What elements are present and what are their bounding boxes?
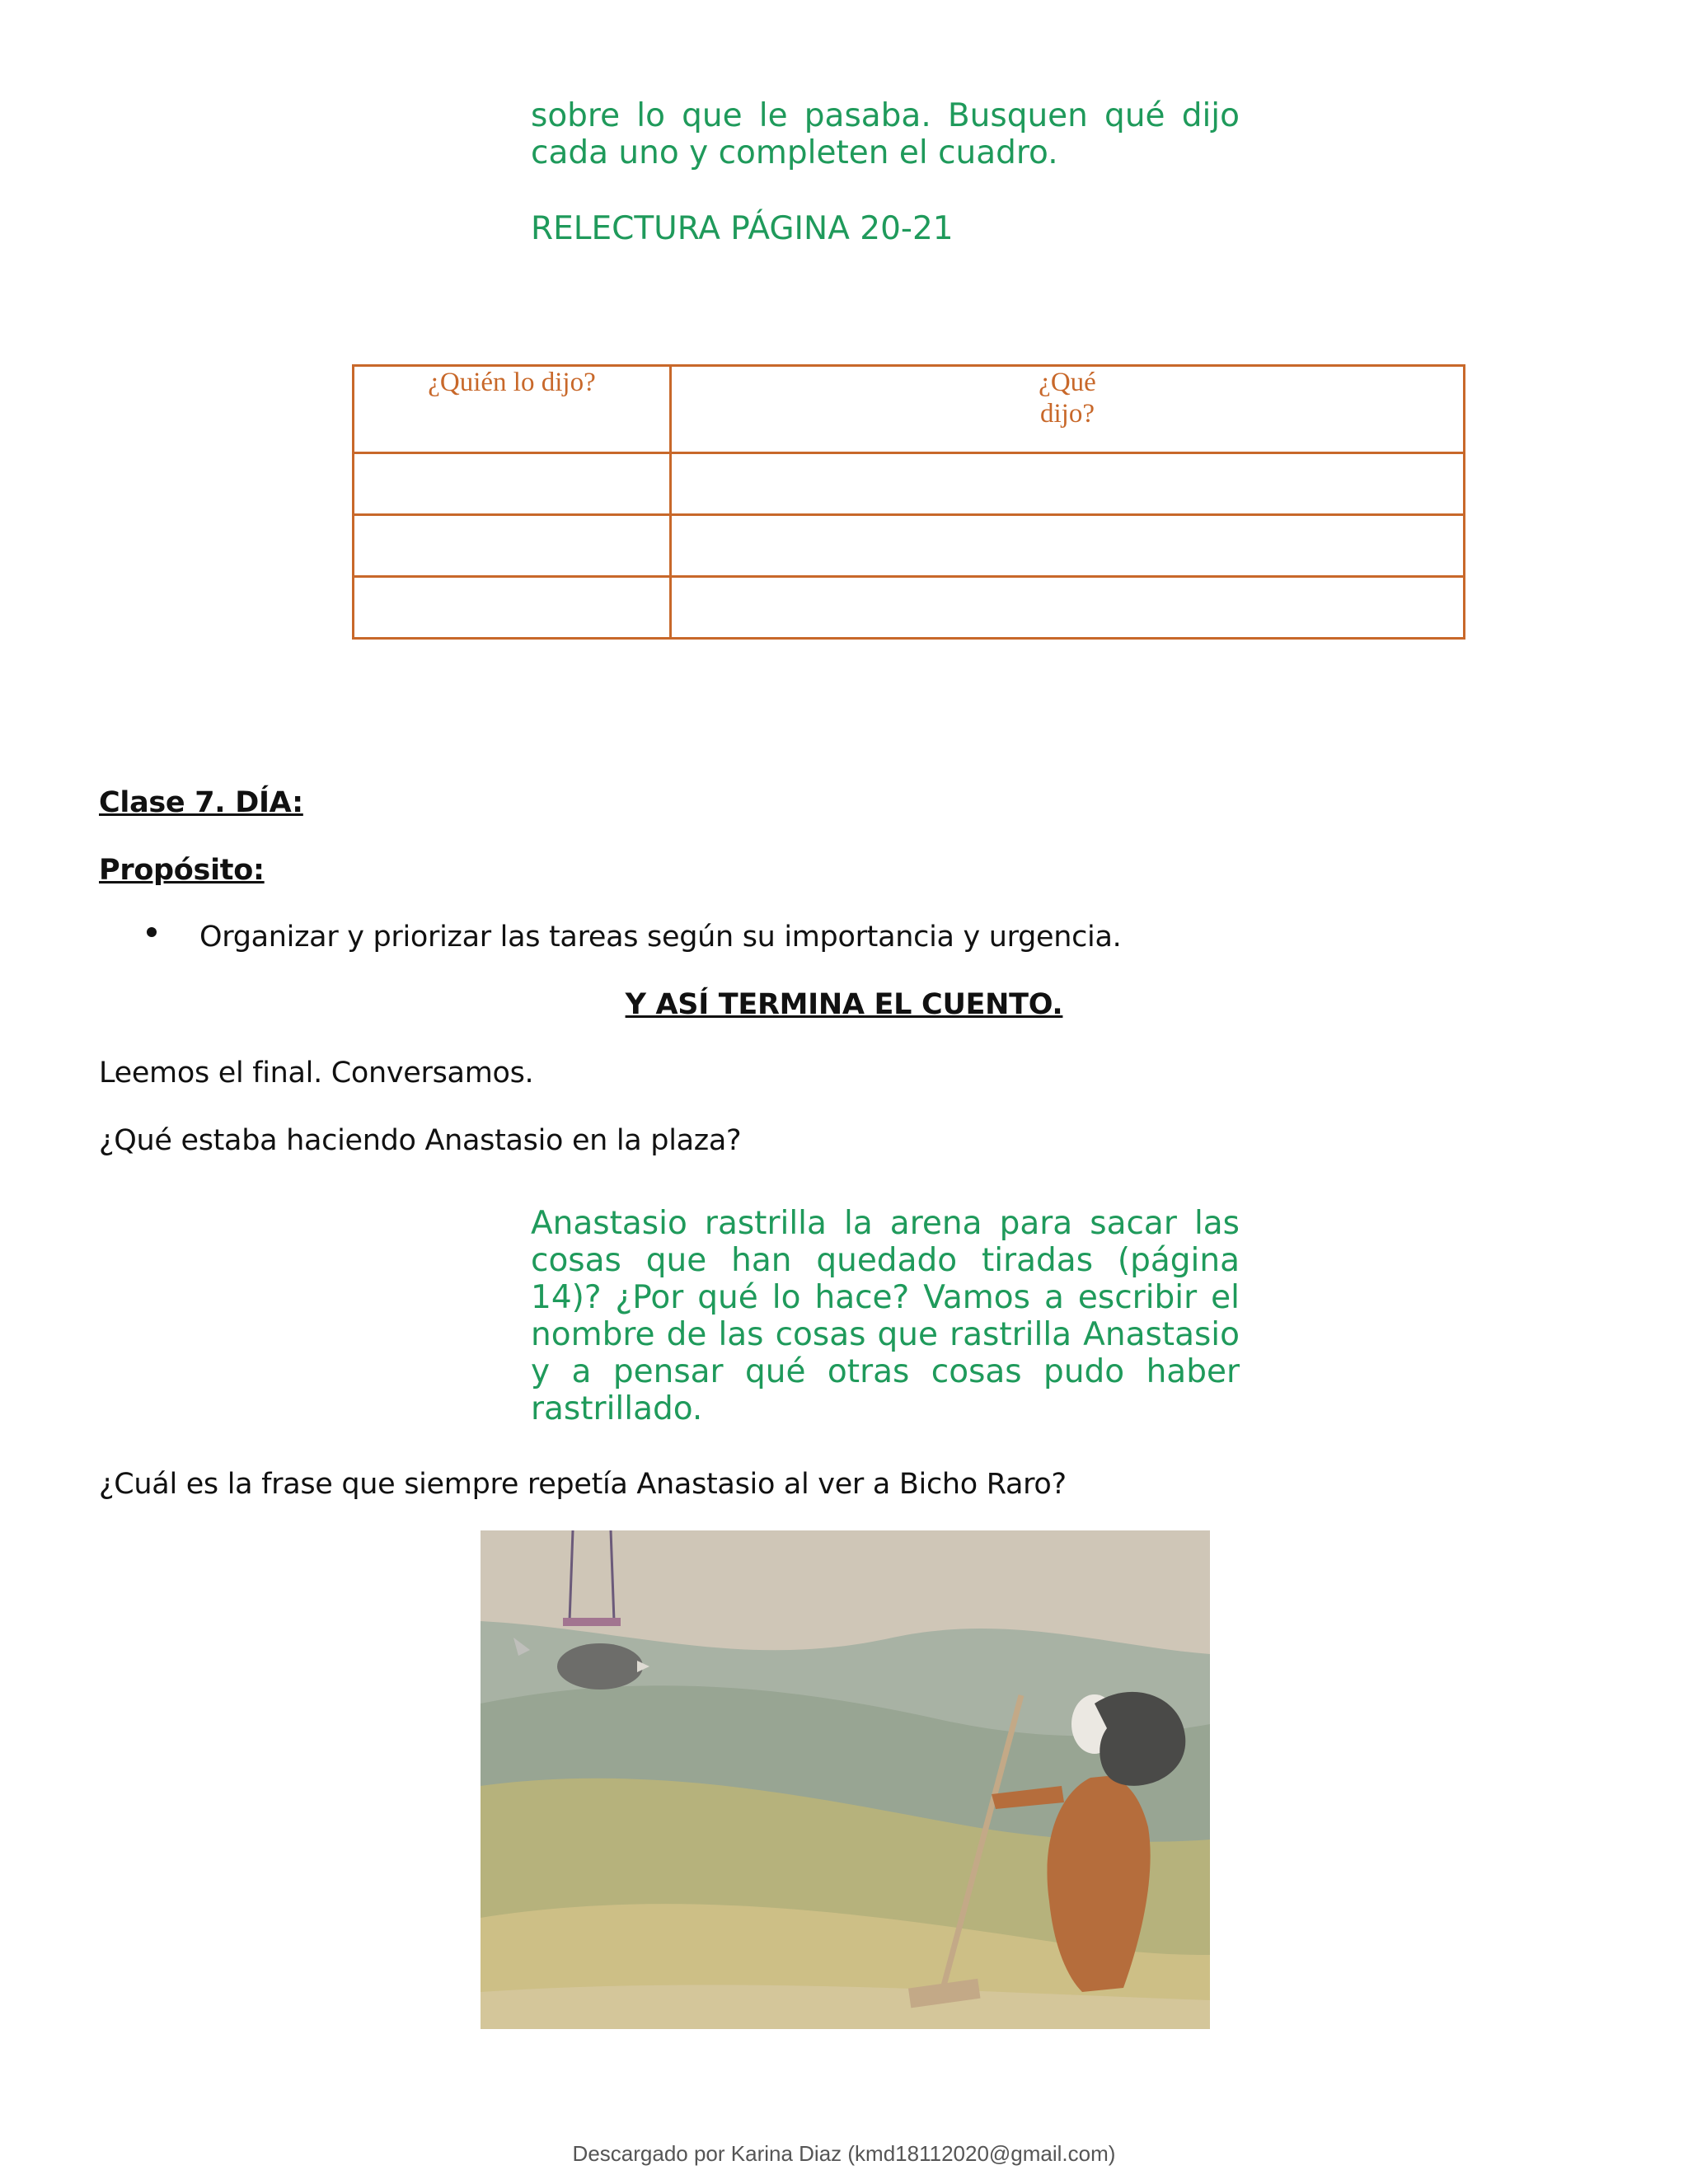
answer-block: Anastasio rastrilla la arena para sacar las cosas que han quedado tiradas (página 14)? ¿Por qué lo hace? Vamos a escribir el nombre de las cosas que rastrilla Anastasio y a pensar qué otras cosas pudo haber rastrillado. xyxy=(531,1205,1240,1427)
table-row xyxy=(354,515,1465,577)
table-cell-quien[interactable] xyxy=(354,515,671,577)
table-header-row xyxy=(354,366,1465,453)
bullet-icon xyxy=(147,927,157,937)
table-cell-quien[interactable] xyxy=(354,577,671,639)
intro-line-2: cada uno y completen el cuadro. xyxy=(531,134,1058,171)
header-quien: ¿Quién lo dijo? xyxy=(354,366,671,453)
table-row xyxy=(354,577,1465,639)
proposito-label: Propósito: xyxy=(99,854,265,887)
proposito-bullet: Organizar y priorizar las tareas según su importancia y urgencia. xyxy=(199,921,1122,954)
paragraph-leemos: Leemos el final. Conversamos. xyxy=(99,1057,534,1090)
intro-line-1: sobre lo que le pasaba. Busquen qué dijo xyxy=(531,97,1240,134)
table-cell-que[interactable] xyxy=(671,453,1465,515)
table-cell-que[interactable] xyxy=(671,515,1465,577)
story-illustration xyxy=(481,1530,1210,2029)
question-plaza: ¿Qué estaba haciendo Anastasio en la plaza? xyxy=(99,1124,742,1157)
header-que-dijo: ¿Qué dijo? xyxy=(671,366,1465,453)
table-cell-que[interactable] xyxy=(671,577,1465,639)
section-title: Y ASÍ TERMINA EL CUENTO. xyxy=(625,988,1063,1021)
relectura-heading: RELECTURA PÁGINA 20-21 xyxy=(531,210,954,247)
clase-title: Clase 7. DÍA: xyxy=(99,786,303,819)
question-frase: ¿Cuál es la frase que siempre repetía Anastasio al ver a Bicho Raro? xyxy=(99,1468,1067,1501)
footer-download-note: Descargado por Karina Diaz (kmd18112020@gmail.com) xyxy=(572,2141,1116,2166)
quien-dijo-table xyxy=(352,364,1465,640)
intro-text xyxy=(531,97,1240,171)
table-cell-quien[interactable] xyxy=(354,453,671,515)
table-row xyxy=(354,453,1465,515)
